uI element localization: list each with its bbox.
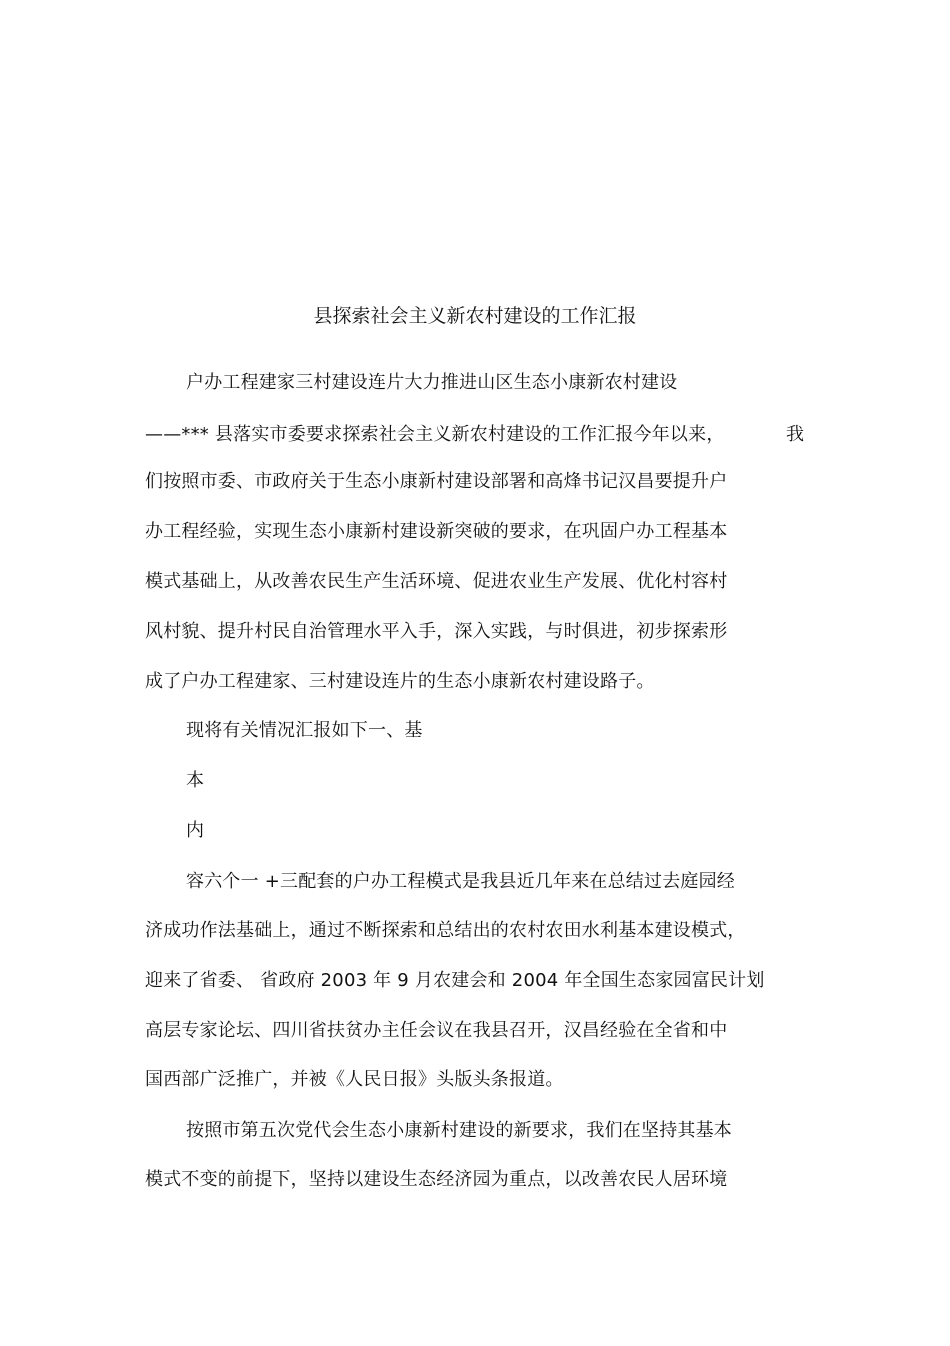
body-line-trailing-char: 我 <box>786 424 804 445</box>
subtitle-line: 户办工程建家三村建设连片大力推进山区生态小康新农村建设 <box>186 372 678 393</box>
document-title: 县探索社会主义新农村建设的工作汇报 <box>313 305 637 327</box>
body-line: 模式不变的前提下，坚持以建设生态经济园为重点，以改善农民人居环境 <box>145 1169 728 1190</box>
body-line: 迎来了省委、 省政府 2003 年 9 月农建会和 2004 年全国生态家园富民计划 <box>145 970 765 991</box>
body-line: 们按照市委、市政府关于生态小康新村建设部署和高烽书记汉昌要提升户 <box>145 471 728 492</box>
body-line: 办工程经验，实现生态小康新村建设新突破的要求，在巩固户办工程基本 <box>145 521 728 542</box>
body-line: ——*** 县落实市委要求探索社会主义新农村建设的工作汇报今年以来， <box>145 424 725 445</box>
body-line: 现将有关情况汇报如下一、基 <box>186 720 423 741</box>
body-line: 模式基础上，从改善农民生产生活环境、促进农业生产发展、优化村容村 <box>145 571 728 592</box>
body-line: 风村貌、提升村民自治管理水平入手，深入实践，与时俱进，初步探索形 <box>145 621 728 642</box>
body-line: 按照市第五次党代会生态小康新村建设的新要求，我们在坚持其基本 <box>186 1120 732 1141</box>
body-line: 本 <box>186 770 205 791</box>
body-line: 内 <box>186 820 205 841</box>
body-line: 济成功作法基础上，通过不断探索和总结出的农村农田水利基本建设模式， <box>145 920 746 941</box>
body-line: 容六个一 +三配套的户办工程模式是我县近几年来在总结过去庭园经 <box>186 871 736 892</box>
body-line: 国西部广泛推广，并被《人民日报》头版头条报道。 <box>145 1069 564 1090</box>
body-line: 高层专家论坛、四川省扶贫办主任会议在我县召开，汉昌经验在全省和中 <box>145 1020 728 1041</box>
body-line: 成了户办工程建家、三村建设连片的生态小康新农村建设路子。 <box>145 671 655 692</box>
